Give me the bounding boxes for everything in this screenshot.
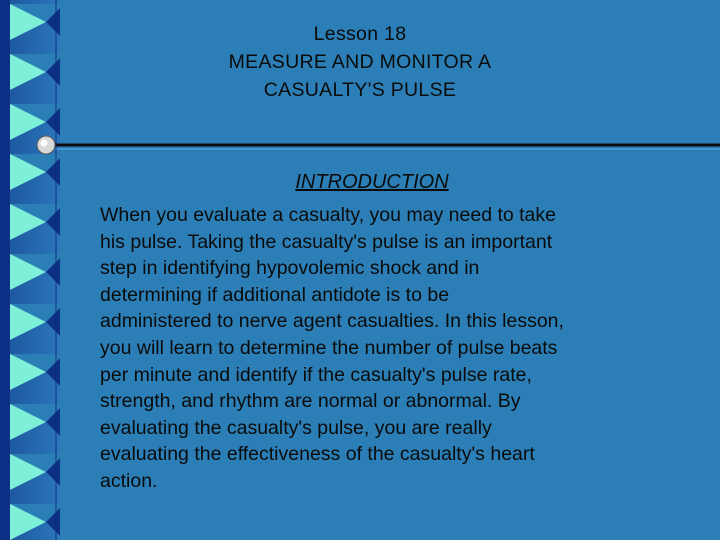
body-line: administered to nerve agent casualties. In this lesson, [100, 310, 564, 333]
body-line: When you evaluate a casualty, you may need to take [100, 204, 556, 226]
body-line: strength, and rhythm are normal or abnormal. By [100, 390, 521, 413]
body-line: evaluating the casualty's pulse, you are really [100, 416, 492, 439]
body-line: evaluating the effectiveness of the casualty's heart [100, 443, 535, 466]
body-line: step in identifying hypovolemic shock and in [100, 257, 480, 280]
decorative-border [0, 0, 80, 540]
body-line: per minute and identify if the casualty's pulse rate, [100, 363, 532, 386]
title-line: Lesson 18 [313, 23, 407, 45]
body-line: his pulse. Taking the casualty's pulse is an important [100, 230, 553, 253]
slide-title [150, 20, 570, 104]
title-line: MEASURE AND MONITOR A [228, 51, 492, 73]
border-edge [0, 0, 10, 540]
body-line: action. [100, 469, 158, 492]
body-line: determining if additional antidote is to be [100, 283, 450, 306]
title-line: CASUALTY'S PULSE [263, 79, 457, 101]
section-heading: INTRODUCTION [295, 171, 449, 193]
body-text [100, 202, 690, 495]
body-line: you will learn to determine the number of pulse beats [100, 336, 558, 359]
